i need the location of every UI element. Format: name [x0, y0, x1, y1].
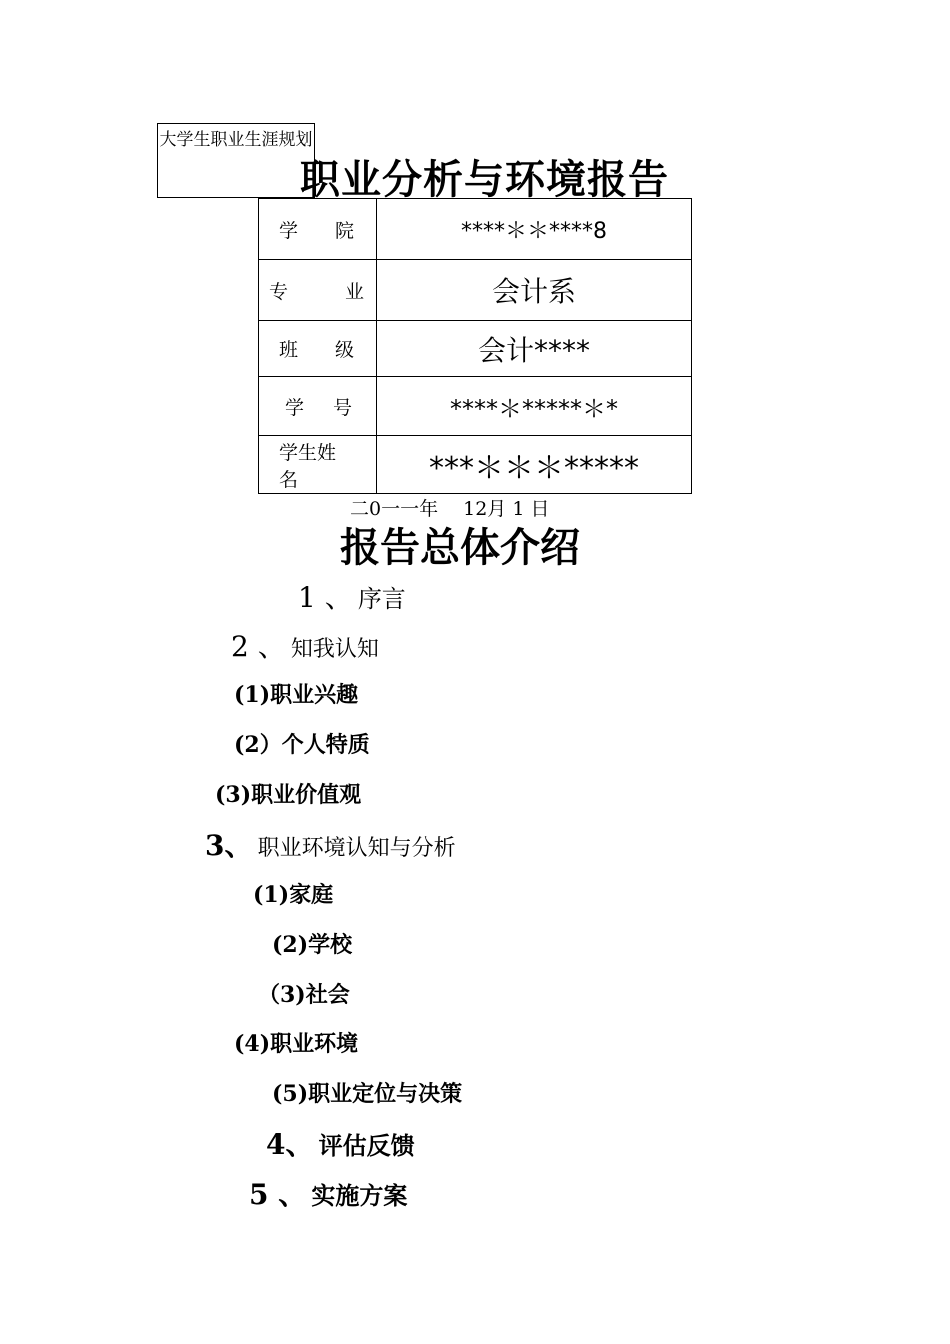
table-row — [259, 436, 692, 494]
info-key-student-name — [259, 436, 377, 494]
main-title: 职业分析与环境报告 — [300, 157, 669, 203]
toc-text: 知我认知 — [290, 637, 379, 662]
key-char: 学 — [285, 396, 305, 419]
section-title: 报告总体介绍 — [340, 525, 580, 571]
info-value-student-name: ***＊＊＊***** — [377, 436, 692, 494]
info-key-class — [259, 321, 377, 377]
info-key-major — [259, 260, 377, 321]
info-value-class: 会计**** — [377, 321, 692, 377]
info-value-student-id: ****＊*****＊* — [377, 377, 692, 436]
table-row — [259, 321, 692, 377]
info-key-college — [259, 199, 377, 260]
toc-text: 实施方案 — [311, 1181, 408, 1210]
table-row — [259, 199, 692, 260]
key-char: 学 — [279, 219, 299, 242]
toc-subitem: (1)职业兴趣 — [234, 682, 359, 708]
toc-number: 4、 — [266, 1128, 314, 1161]
toc-subitem: (2）个人特质 — [234, 732, 370, 758]
student-info-table — [258, 198, 692, 494]
toc-subitem: (3)职业价值观 — [215, 782, 362, 808]
key-char: 班 — [279, 339, 299, 361]
report-date: 二0一一年 12月 1 日 — [350, 498, 550, 520]
toc-subitem: (2)学校 — [272, 932, 353, 958]
info-value-major: 会计系 — [377, 260, 692, 321]
table-row — [259, 260, 692, 321]
toc-item-3 — [205, 824, 456, 864]
toc-text: 评估反馈 — [318, 1131, 415, 1160]
key-char: 专 — [269, 280, 289, 303]
toc-subitem: (4)职业环境 — [234, 1031, 359, 1057]
toc-text: 序言 — [357, 585, 406, 613]
toc-subitem: (1)家庭 — [253, 882, 334, 908]
document-label-box: 大学生职业生涯规划 — [157, 123, 315, 198]
key-char: 级 — [334, 339, 354, 361]
toc-item-5 — [249, 1173, 407, 1213]
info-value-college: ****＊＊****8 — [377, 199, 692, 260]
toc-item-1 — [298, 576, 406, 616]
table-row — [259, 377, 692, 436]
toc-item-2 — [231, 625, 379, 665]
toc-subitem: （3)社会 — [258, 982, 350, 1008]
key-char: 号 — [332, 396, 352, 419]
toc-number: 3、 — [205, 829, 253, 862]
info-key-student-id — [259, 377, 377, 436]
key-text: 学生姓名 — [279, 441, 337, 491]
key-char: 院 — [334, 219, 354, 242]
toc-number: 2 、 — [231, 630, 286, 663]
toc-text: 职业环境认知与分析 — [257, 836, 456, 861]
toc-number: 5 、 — [249, 1178, 307, 1211]
key-char: 业 — [344, 280, 364, 303]
toc-number: 1 、 — [298, 581, 353, 614]
toc-item-4 — [266, 1123, 415, 1163]
toc-subitem: (5)职业定位与决策 — [272, 1081, 463, 1107]
